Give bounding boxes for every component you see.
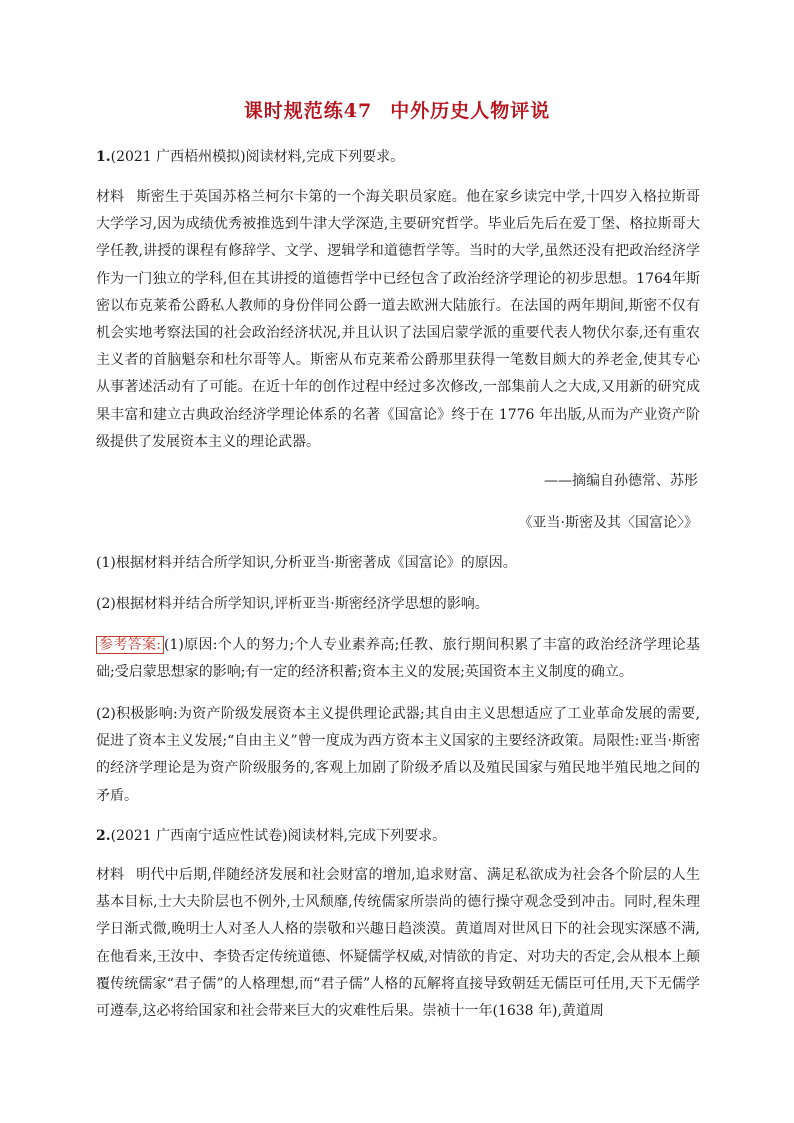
question-2-number: 2. [96, 828, 111, 844]
title-main: 课时规范练47 [243, 100, 373, 122]
material-label: 材料 [96, 189, 124, 205]
question-1-answer-1 [96, 632, 700, 686]
question-1-answer-2: (2)积极影响:为资产阶级发展资本主义提供理论武器;其自由主义思想适应了工业革命发展的需要,促进了资本主义发展;“自由主义”曾一度成为西方资本主义国家的主要经济政策。局限性:亚当·斯密的经济学理论是为资产阶级服务的,客观上加剧了阶级矛盾以及殖民国家与殖民地半殖民地之间的矛盾。 [96, 706, 700, 804]
answer-tag: 参考答案: [96, 636, 164, 654]
question-1-source: (2021 广西梧州模拟)阅读材料,完成下列要求。 [110, 149, 405, 165]
question-2-header [96, 823, 700, 850]
question-1-material-text: 斯密生于英国苏格兰柯尔卡第的一个海关职员家庭。他在家乡读完中学,十四岁入格拉斯哥大学学习,因为成绩优秀被推选到牛津大学深造,主要研究哲学。毕业后先后在爱丁堡、格拉斯哥大学任教,讲授的课程有修辞学、文学、逻辑学和道德哲学等。当时的大学,虽然还没有把政治经济学作为一门独立的学科,但在其讲授的道德哲学中已经包含了政治经济学理论的初步思想。1764年斯密以布克莱希公爵私人教师的身份伴同公爵一道去欧洲大陆旅行。在法国的两年期间,斯密不仅有机会实地考察法国的社会政治经济状况,并且认识了法国启蒙学派的重要代表人物伏尔泰,还有重农主义者的首脑魁奈和杜尔哥等人。斯密从布克莱希公爵那里获得一笔数目颇大的养老金,使其专心从事著述活动有了可能。在近十年的创作过程中经过多次修改,一部集前人之大成,又用新的研究成果丰富和建立古典政治经济学理论体系的名著《国富论》终于在 1776 年出版,从而为产业资产阶级提供了发展资本主义的理论武器。 [96, 189, 700, 450]
page-title [0, 96, 794, 123]
question-2-material [96, 862, 700, 1025]
question-1-subquestion-2: (2)根据材料并结合所学知识,评析亚当·斯密经济学思想的影响。 [96, 596, 489, 612]
citation-author: ——摘编自孙德常、苏彤 [544, 473, 698, 489]
question-1-subquestion-1: (1)根据材料并结合所学知识,分析亚当·斯密著成《国富论》的原因。 [96, 555, 517, 571]
answer-1-text: (1)原因:个人的努力;个人专业素养高;任教、旅行期间积累了丰富的政治经济学理论基础;受启蒙思想家的影响;有一定的经济积蓄;资本主义的发展;英国资本主义制度的确立。 [96, 637, 700, 681]
question-1-header [96, 144, 700, 171]
title-sub: 中外历史人物评说 [390, 100, 551, 122]
question-2-material-text: 明代中后期,伴随经济发展和社会财富的增加,追求财富、满足私欲成为社会各个阶层的人生基本目标,士大夫阶层也不例外,士风颓靡,传统儒家所崇尚的德行操守观念受到冲击。同时,程朱理学日渐式微,晚明士人对圣人人格的崇敬和兴趣日趋淡漠。黄道周对世风日下的社会现实深感不满,在他看来,王汝中、李贽否定传统道德、怀疑儒学权威,对情欲的肯定、对功夫的否定,会从根本上颠覆传统儒家“君子儒”的人格理想,而“君子儒”人格的瓦解将直接导致朝廷无儒臣可任用,天下无儒学可遵奉,这必将给国家和社会带来巨大的灾难性后果。崇祯十一年(1638 年),黄道周 [96, 867, 700, 1020]
question-1-material [96, 184, 700, 456]
citation-book: 《亚当·斯密及其〈国富论〉》 [518, 515, 698, 531]
question-1-number: 1. [96, 149, 111, 165]
question-2-source: (2021 广西南宁适应性试卷)阅读材料,完成下列要求。 [110, 828, 447, 844]
material-label-2: 材料 [96, 867, 124, 883]
